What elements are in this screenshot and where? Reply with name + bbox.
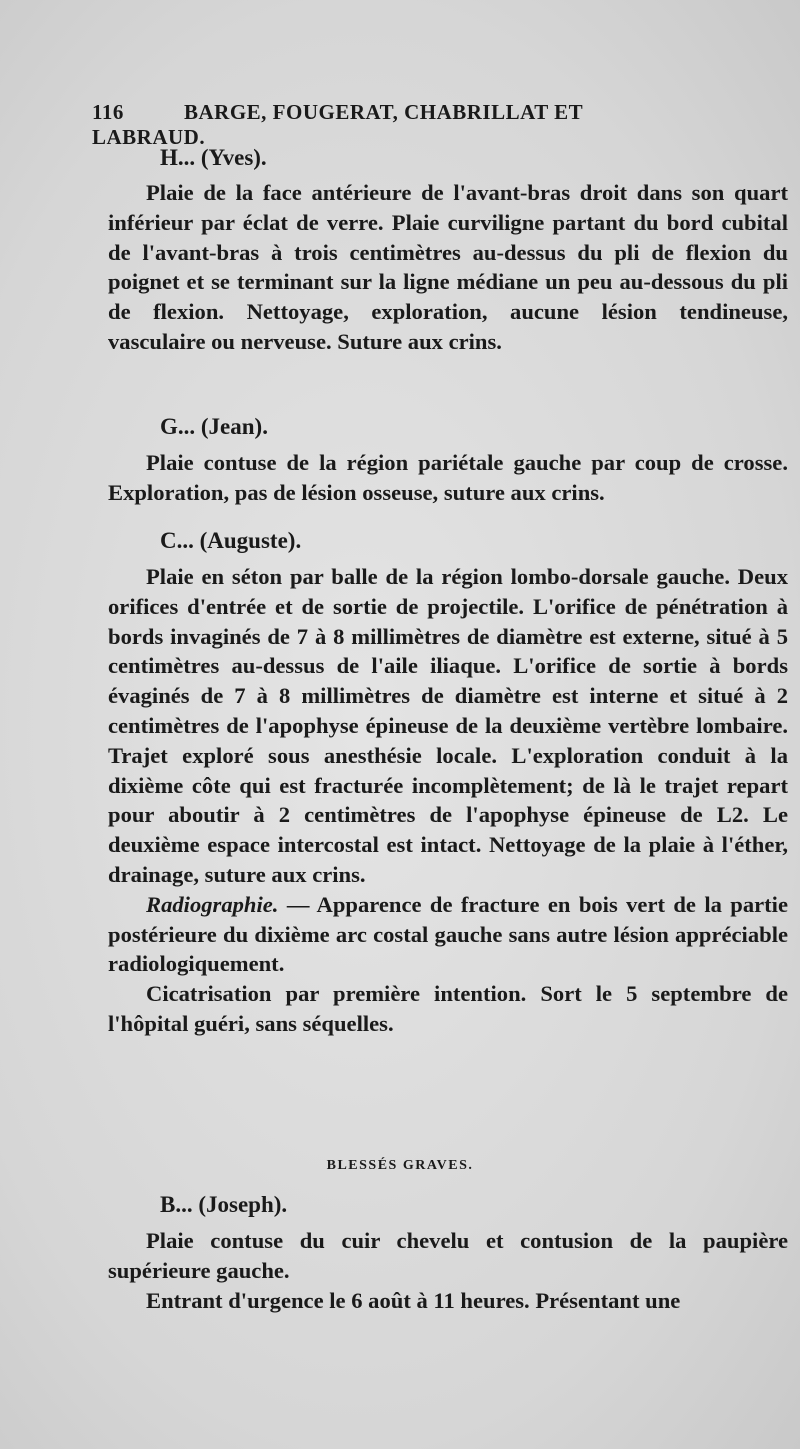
case-text <box>108 562 788 1039</box>
case-text <box>108 448 788 508</box>
case-name: C... (Auguste). <box>160 528 302 553</box>
radiography-paragraph <box>108 890 788 979</box>
paragraph: Plaie en séton par balle de la région lombo-dorsale gauche. Deux orifices d'entrée et de sortie de projectile. L'orifice de pénétration à bords invaginés de 7 à 8 millimètres de diamètre est externe, situé à 5 centimètres au-dessus de l'aile iliaque. L'orifice de sortie à bords évaginés de 7 à 8 millimètres de diamètre est interne et situé à 2 centimètres de l'apophyse épineuse de la deuxième vertèbre lombaire. Trajet exploré sous anesthésie locale. L'exploration conduit à la dixième côte qui est fracturée incomplètement; de là le trajet repart pour aboutir à 2 centimètres de l'apophyse épineuse de L2. Le deuxième espace intercostal est intact. Nettoyage de la plaie à l'éther, drainage, suture aux crins. <box>108 564 788 887</box>
paragraph: Plaie contuse du cuir chevelu et contusion de la paupière supérieure gauche. <box>108 1228 788 1283</box>
running-title: BARGE, FOUGERAT, CHABRILLAT ET LABRAUD. <box>92 100 583 149</box>
page-number: 116 <box>92 100 124 124</box>
case-text <box>108 1226 788 1315</box>
case-name: G... (Jean). <box>160 414 268 439</box>
case-name: B... (Joseph). <box>160 1192 288 1217</box>
radiography-text: — Apparence de fracture en bois vert de la partie postérieure du dixième arc costal gauche sans autre lésion appréciable radiologiquement. <box>108 891 788 977</box>
running-header <box>92 100 692 150</box>
radiography-label: Radiographie. <box>146 891 279 917</box>
case-name: H... (Yves). <box>160 145 267 170</box>
case-text <box>108 178 788 357</box>
outcome-paragraph: Cicatrisation par première intention. Sort le 5 septembre de l'hôpital guéri, sans séquelles. <box>108 981 788 1036</box>
paragraph: Entrant d'urgence le 6 août à 11 heures. Présentant une <box>146 1287 681 1313</box>
paragraph: Plaie contuse de la région pariétale gauche par coup de crosse. Exploration, pas de lésion osseuse, suture aux crins. <box>108 450 788 505</box>
section-title: BLESSÉS GRAVES. <box>326 1158 474 1173</box>
paragraph: Plaie de la face antérieure de l'avant-bras droit dans son quart inférieur par éclat de verre. Plaie curviligne partant du bord cubital de l'avant-bras à trois centimètres au-dessus du pli de flexion du poignet et se terminant sur la ligne médiane un peu au-dessous du pli de flexion. Nettoyage, exploration, aucune lésion tendineuse, vasculaire ou nerveuse. Suture aux crins. <box>108 180 788 354</box>
